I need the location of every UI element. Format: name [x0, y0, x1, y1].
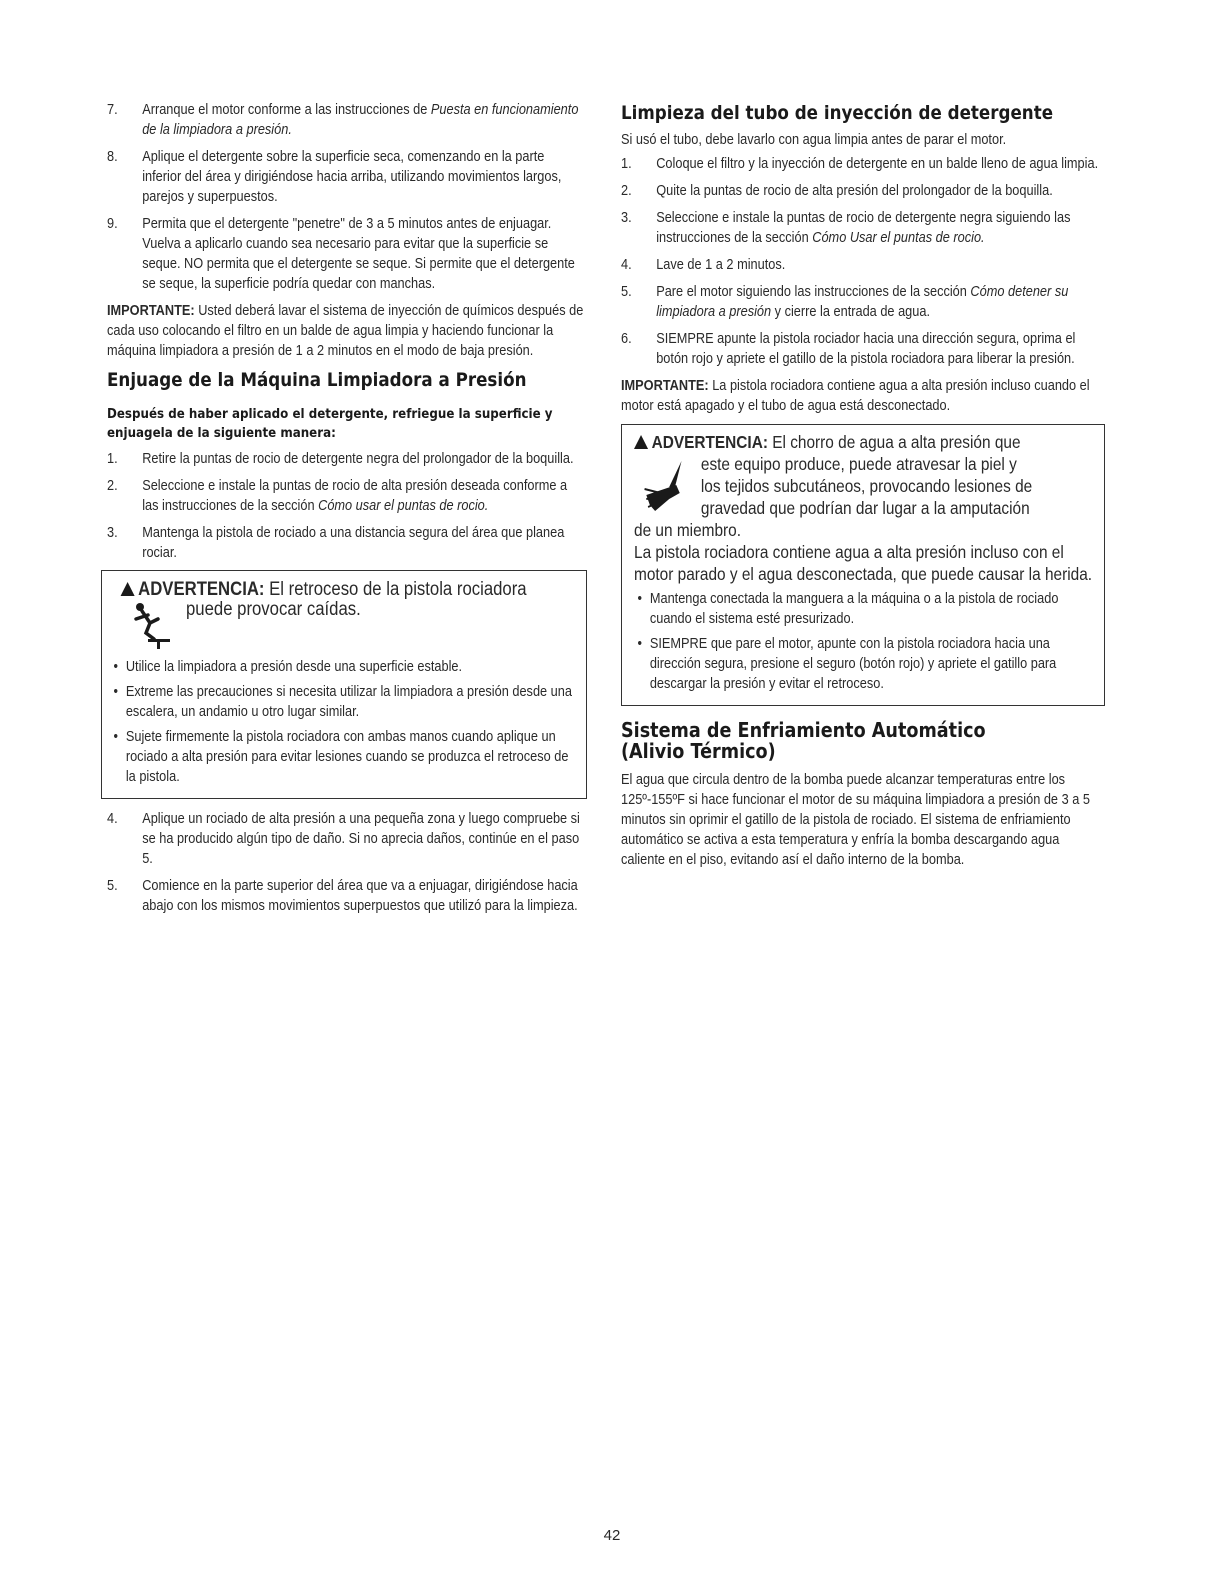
section-heading-limpieza: Limpieza del tubo de inyección de detergente — [621, 102, 1054, 124]
step-4: 4. Lave de 1 a 2 minutos. — [621, 257, 786, 273]
step-4: 4. Aplique un rociado de alta presión a una pequeña zona y luego compruebe si se ha producido algún tipo de daño. Si no aprecia daños, continúe en el paso 5. — [107, 811, 580, 867]
warning-bullets — [110, 657, 577, 787]
importante-note: IMPORTANTE: Usted deberá lavar el sistema de inyección de químicos después de cada uso colocando el filtro en un balde de agua limpia y haciendo funcionar la máquina limpiadora a presión de 1 a 2 minutos en el modo de baja presión. — [107, 303, 584, 359]
step-8: 8. Aplique el detergente sobre la superficie seca, comenzando en la parte inferior del área y dirigiéndose hacia arriba, utilizando movimientos largos, parejos y superpuestos. — [107, 149, 562, 205]
warning-triangle-icon — [634, 435, 648, 449]
warning-line: este equipo produce, puede atravesar la piel y — [700, 454, 1017, 474]
page-number: 42 — [603, 1527, 621, 1544]
warning-line: de un miembro. — [634, 520, 742, 540]
section-heading-enfriamiento: Sistema de Enfriamiento Automático (Alivio Térmico) — [621, 718, 986, 763]
limpieza-body — [621, 130, 1104, 416]
importante-note-right: IMPORTANTE: La pistola rociadora contiene agua a alta presión incluso cuando el motor está apagado y el tubo de agua está desconectado. — [621, 378, 1090, 414]
warning-bullet: • Sujete firmemente la pistola rociadora con ambas manos cuando aplique un rociado a alta presión para evitar lesiones cuando se produzca el retroceso de la pistola. — [113, 729, 569, 785]
step-6: 6. SIEMPRE apunte la pistola rociador hacia una dirección segura, oprima el botón rojo y apriete el gatillo de la pistola rociadora para liberar la presión. — [621, 331, 1076, 367]
step-5: 5. Pare el motor siguiendo las instrucciones de la sección Cómo detener su limpiadora a presión y cierre la entrada de agua. — [621, 284, 1069, 320]
enfriamiento-paragraph: El agua que circula dentro de la bomba puede alcanzar temperaturas entre los 125º-155ºF si hace funcionar el motor de su máquina limpiadora a presión de 3 a 5 minutos sin oprimir el gatillo de la pistola de rociado. El sistema de enfriamiento automático se activa a esta temperatura y enfría la bomba descargando agua caliente en el piso, evitando así el daño interno de la bomba. — [621, 772, 1090, 868]
steps-group-c — [107, 809, 586, 916]
warning-bullet: • Utilice la limpiadora a presión desde una superficie estable. — [113, 659, 463, 675]
warning-line: gravedad que podrían dar lugar a la amputación — [700, 498, 1030, 518]
warning-line: los tejidos subcutáneos, provocando lesiones de — [700, 476, 1033, 496]
section-heading-enjuage: Enjuage de la Máquina Limpiadora a Presión — [107, 369, 527, 391]
warning-triangle-icon — [121, 582, 135, 596]
injection-hazard-icon — [643, 459, 692, 519]
warning-paragraph: La pistola rociadora contiene agua a alta presión incluso con el motor parado y el agua desconectada, que puede causar la herida. — [634, 542, 1093, 584]
steps-group-b — [107, 449, 586, 563]
left-column — [107, 100, 587, 923]
steps-group-a — [107, 100, 586, 361]
warning-box-recoil — [101, 570, 587, 799]
warning-line2: puede provocar caídas. — [186, 599, 361, 620]
warning-body: ADVERTENCIA: El chorro de agua a alta presión que este equipo produce, puede atravesar la piel y los tejidos subcutáneos, provocando lesiones de gravedad que podrían dar lugar a la amputación de un miembro. La pistola rociadora contiene agua a alta presión incluso con el motor parado y el agua desconectada, que puede causar la herida. — [634, 431, 1097, 585]
step-7: 7. Arranque el motor conforme a las instrucciones de Puesta en funcionamiento de la limpiadora a presión. — [107, 102, 579, 138]
step-1: 1. Retire la puntas de rocio de detergente negra del prolongador de la boquilla. — [107, 451, 574, 467]
section-subhead: Después de haber aplicado el detergente, refriegue la superficie y enjuagela de la siguiente manera: — [107, 406, 553, 441]
warning-bullet: • SIEMPRE que pare el motor, apunte con la pistola rociadora hacia una dirección segura, presione el seguro (botón rojo) y apriete el gatillo para descargar la presión y evitar el retroceso. — [637, 636, 1057, 692]
falling-person-icon — [128, 601, 172, 649]
warning-bullets — [634, 589, 1097, 694]
step-1: 1. Coloque el filtro y la inyección de detergente en un balde lleno de agua limpia. — [621, 156, 1099, 172]
step-3: 3. Mantenga la pistola de rociado a una distancia segura del área que planea rociar. — [107, 525, 565, 561]
step-2: 2. Quite la puntas de rocio de alta presión del prolongador de la boquilla. — [621, 183, 1053, 199]
enfriamiento-body — [621, 770, 1104, 870]
step-9: 9. Permita que el detergente "penetre" de 3 a 5 minutos antes de enjuagar. Vuelva a aplicarlo cuando sea necesario para evitar que la superficie se seque. NO permita que el detergente se seque. Si permite que el detergente se seque, la superficie podría quedar con manchas. — [107, 216, 575, 292]
warning-header: ADVERTENCIA: El retroceso de la pistola rociadora — [110, 579, 577, 601]
step-5: 5. Comience en la parte superior del área que va a enjuagar, dirigiéndose hacia abajo con los mismos movimientos superpuestos que utilizó para la limpieza. — [107, 878, 578, 914]
warning-bullet: • Extreme las precauciones si necesita utilizar la limpiadora a presión desde una escalera, un andamio u otro lugar similar. — [113, 684, 572, 720]
right-column — [621, 100, 1105, 878]
limpieza-intro: Si usó el tubo, debe lavarlo con agua limpia antes de parar el motor. — [621, 132, 1007, 148]
warning-bullet: • Mantenga conectada la manguera a la máquina o a la pistola de rociado cuando el sistema esté presurizado. — [637, 591, 1059, 627]
step-2: 2. Seleccione e instale la puntas de rocio de alta presión deseada conforme a las instrucciones de la sección Cómo usar el puntas de rocio. — [107, 478, 568, 514]
step-3: 3. Seleccione e instale la puntas de rocio de detergente negra siguiendo las instrucciones de la sección Cómo Usar el puntas de rocio. — [621, 210, 1071, 246]
warning-box-injection — [621, 424, 1105, 706]
